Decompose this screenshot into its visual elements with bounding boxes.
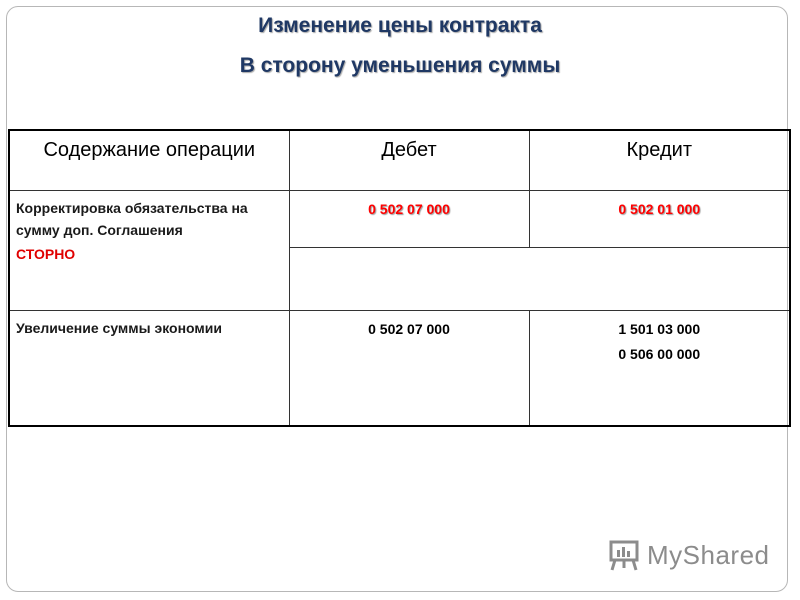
empty-merged-cell bbox=[289, 247, 790, 310]
table-header-row bbox=[9, 130, 790, 190]
row2-description: Увеличение суммы экономии bbox=[16, 319, 222, 336]
row2-debit-cell bbox=[289, 310, 529, 426]
operations-table bbox=[8, 129, 791, 427]
watermark-text: MyShared bbox=[647, 539, 770, 570]
slide-title: Изменение цены контракта bbox=[258, 14, 542, 37]
slide-subtitle: В сторону уменьшения суммы bbox=[239, 54, 561, 77]
row1-credit: 0 502 01 000 bbox=[618, 200, 701, 217]
header-operation: Содержание операции bbox=[9, 130, 289, 190]
row1-description-cell bbox=[9, 190, 289, 310]
row2-debit: 0 502 07 000 bbox=[368, 320, 450, 337]
row1-debit-cell bbox=[289, 190, 529, 247]
row2-credit-line2: 0 506 00 000 bbox=[618, 345, 701, 362]
presentation-board-icon bbox=[607, 538, 641, 572]
myshared-watermark bbox=[607, 538, 770, 572]
row2-description-cell bbox=[9, 310, 289, 426]
header-credit: Кредит bbox=[529, 130, 790, 190]
header-debit: Дебет bbox=[289, 130, 529, 190]
row1-description: Корректировка обязательства на сумму доп. Соглашения bbox=[16, 199, 248, 238]
row1-credit-cell bbox=[529, 190, 790, 247]
row2-credit-line1: 1 501 03 000 bbox=[618, 320, 701, 337]
table-row bbox=[9, 190, 790, 247]
row1-debit: 0 502 07 000 bbox=[368, 200, 450, 217]
row2-credit-cell bbox=[529, 310, 790, 426]
storno-label: СТОРНО bbox=[16, 245, 76, 262]
table-row bbox=[9, 310, 790, 426]
